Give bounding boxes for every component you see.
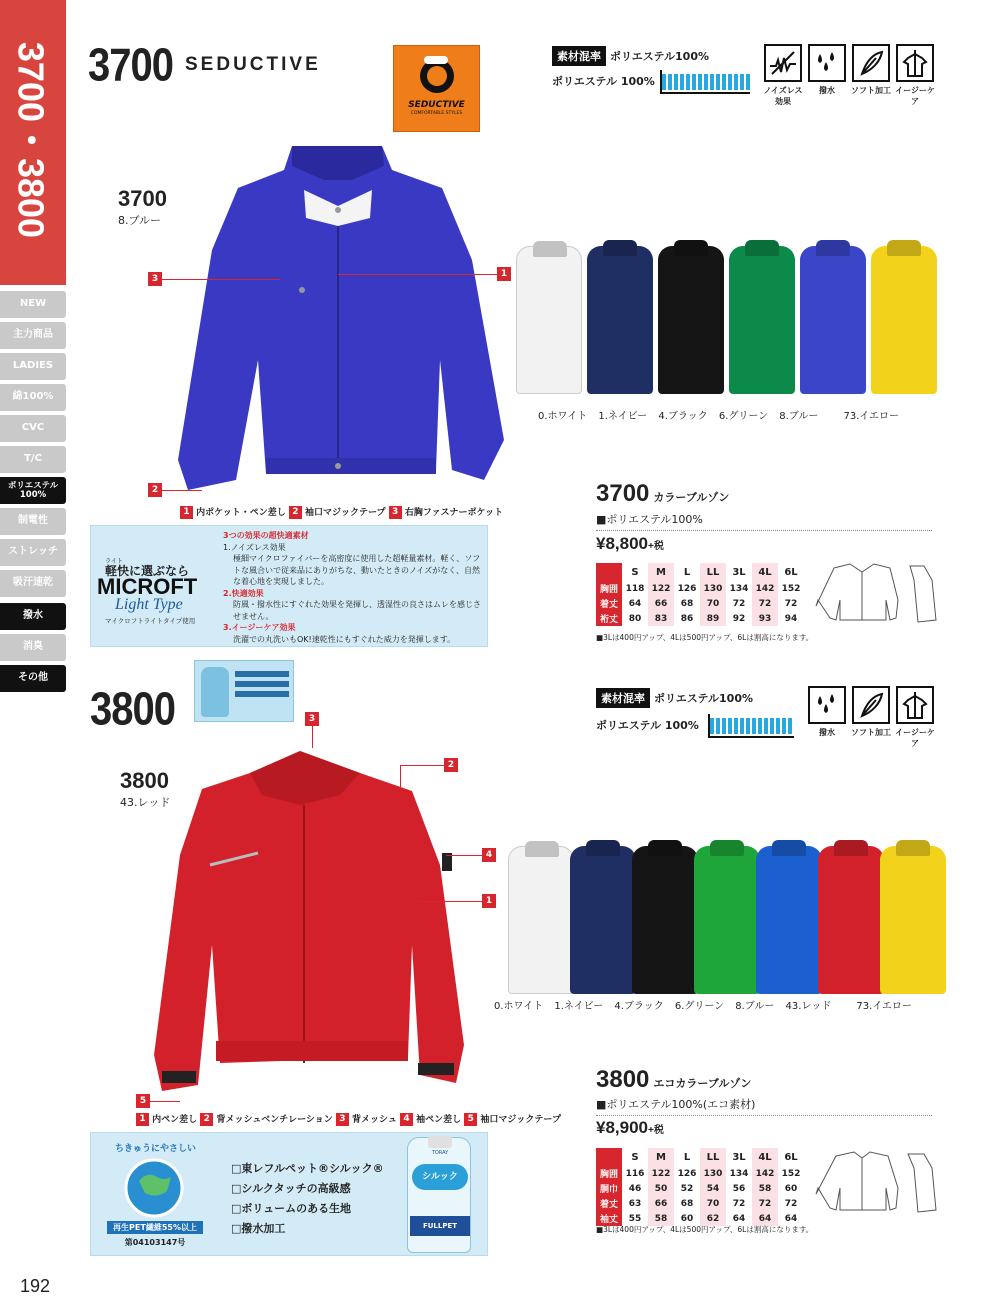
color-variant-jacket (818, 846, 884, 994)
collar (603, 240, 637, 256)
eco-number: 第04103147号 (124, 1238, 186, 1247)
promo-ruby: ライト (105, 558, 123, 565)
color-variant-jacket (800, 246, 866, 394)
material-label: 素材混率 (552, 46, 606, 66)
color-variant-jacket (880, 846, 946, 994)
color-label: 1.ネイビー (598, 411, 648, 422)
color-label: 73.イエロー (843, 411, 900, 422)
color-variant-jacket (871, 246, 937, 394)
feature-label: 撥水 (819, 728, 835, 737)
promo-microft (90, 525, 488, 647)
eco-feature-list: □東レフルペット®シルック® □シルクタッチの高級感 □ボリュームのある生地 □撥水加工 (231, 1162, 384, 1235)
eco-badge: 再生PET繊維55%以上 (107, 1221, 203, 1234)
size-note-3800: ■3Lは400円アップ、4Lは500円アップ、6Lは割高になります。 (596, 1225, 814, 1234)
model-number-3800: 3800 (90, 684, 175, 735)
promo-script: Light Type (115, 596, 183, 613)
color-label: 4.ブラック (658, 411, 708, 422)
fabric-3700: ■ポリエステル100% (596, 511, 932, 531)
sidebar-item-other[interactable]: その他 (0, 665, 66, 692)
promo-tagline: 軽快に選ぶなら (105, 564, 190, 578)
collar (745, 240, 779, 256)
main-color: 8.ブルー (118, 214, 162, 227)
material-value: ポリエステル100% (654, 692, 753, 705)
fiber-label: ポリエステル 100% (596, 719, 699, 732)
main-label: 3700 (118, 186, 167, 211)
logo-face-icon (412, 54, 462, 96)
color-variant-jacket (756, 846, 822, 994)
sidebar-item-new[interactable]: NEW (0, 291, 66, 318)
promo-features: 3つの効果の超快適素材 1.ノイズレス効果 極細マイクロファイバーを高密度に使用した超軽量素材。軽く、ソフトな風合いで従来品にありがちな、動いたときのノイズがなく、自然な着心地を実現しました。 2.快適効果 防風・撥水性にすぐれた効果を発揮し、透湿性の良さはムレを感じさせません。 3.イージーケア効果 洗濯での丸洗いもOK!速乾性にもすぐれた威力を発揮します。 (223, 531, 481, 644)
material-value: ポリエステル100% (610, 50, 709, 63)
feature-soft (848, 686, 894, 738)
logo-text: SEDUCTIVE (408, 100, 465, 110)
size-table-3800: S M L LL 3L 4L 6L 胸囲 116 122 126 130 134 142 152 胴巾 46 50 52 54 56 58 60 着丈 63 66 68 70 72 72 72 袖丈 55 58 60 62 64 64 64 (596, 1148, 804, 1226)
color-label: 1.ネイビー (554, 1001, 604, 1012)
eco-earth-icon (121, 1157, 187, 1219)
price-3700: ¥8,800+税 (596, 534, 664, 553)
feature-label: ノイズレス効果 (763, 86, 803, 106)
feather-icon (856, 48, 886, 78)
model-number-3700: 3700 (88, 40, 173, 91)
sidebar (0, 0, 66, 700)
fiber-fill (710, 718, 794, 734)
promo-caption: マイクロフトライトタイプ使用 (105, 617, 196, 625)
collar (772, 840, 806, 856)
bottle-maker: TORAY (431, 1150, 449, 1156)
shirt-hanger-icon (900, 48, 930, 78)
water-drop-icon (812, 690, 842, 720)
callout-3800-3: 3 (305, 712, 319, 726)
sidebar-item-water-repellent[interactable]: 撥水 (0, 603, 66, 630)
logo-subtext: COMFORTABLE STYLES (410, 111, 463, 116)
line-drawing-3700 (814, 560, 940, 630)
color-variant-jacket (516, 246, 582, 394)
material-header-3800 (596, 688, 753, 708)
color-label: 8.ブルー (779, 411, 819, 422)
color-variant-jacket (508, 846, 574, 994)
sidebar-item-stretch[interactable]: ストレッチ (0, 539, 66, 566)
color-variant-jacket (658, 246, 724, 394)
sidebar-item-deodorant[interactable]: 消臭 (0, 634, 66, 661)
feather-icon (856, 690, 886, 720)
color-label: 0.ホワイト (538, 411, 588, 422)
color-variant-jacket (570, 846, 636, 994)
sidebar-item-cvc[interactable]: CVC (0, 415, 66, 442)
collar (834, 840, 868, 856)
collar (648, 840, 682, 856)
material-label: 素材混率 (596, 688, 650, 708)
feature-water-repellent (804, 686, 850, 738)
eco-arc-text: ちきゅうにやさしい (115, 1144, 197, 1154)
color-label: 4.ブラック (614, 1001, 664, 1012)
color-variant-jacket (587, 246, 653, 394)
callout-legend-3800: 1 内ペン差し 2 背メッシュベンチレーション 3 背メッシュ 4 袖ペン差し 5 袖口マジックテープ (136, 1112, 561, 1126)
feature-label: イージーケア (895, 728, 935, 748)
feature-easycare (892, 44, 938, 107)
water-drop-icon (812, 48, 842, 78)
promo-eco (90, 1132, 488, 1256)
product-title-3700: 3700 カラーブルゾン (596, 480, 730, 507)
brand-name: SEDUCTIVE (185, 54, 321, 75)
callout-3800-5: 5 (136, 1094, 150, 1108)
collar (586, 840, 620, 856)
feature-water-repellent (804, 44, 850, 96)
shirt-hanger-icon (900, 690, 930, 720)
page-number: 192 (20, 1276, 51, 1296)
feature-label: ソフト加工 (851, 728, 891, 737)
collar (674, 240, 708, 256)
sidebar-item-cotton[interactable]: 綿100% (0, 384, 66, 411)
main-color: 43.レッド (120, 796, 171, 809)
collar (533, 241, 567, 257)
color-label: 0.ホワイト (494, 1001, 544, 1012)
fiber-fill (662, 74, 750, 90)
collar (710, 840, 744, 856)
sidebar-item-quickdry[interactable]: 吸汗速乾 (0, 570, 66, 597)
sidebar-item-polyester[interactable]: ポリエステル 100% (0, 477, 66, 504)
price-3800: ¥8,900+税 (596, 1118, 664, 1137)
collar (887, 240, 921, 256)
seductive-logo (393, 45, 480, 132)
feature-label: イージーケア (895, 86, 935, 106)
main-model-label-3700 (118, 186, 167, 228)
size-note-3700: ■3Lは400円アップ、4Lは500円アップ、6Lは割高になります。 (596, 633, 814, 642)
series-label: 3700・3800 (10, 41, 52, 239)
feature-soft (848, 44, 894, 96)
line-drawing-3800 (814, 1148, 940, 1220)
main-label: 3800 (120, 768, 169, 793)
series-tab (0, 0, 66, 285)
callout-legend-3700: 1 内ポケット・ペン差し 2 袖口マジックテープ 3 右胸ファスナーポケット (180, 505, 503, 519)
jacket-3700-blue (172, 140, 508, 500)
color-labels-3700 (538, 404, 905, 423)
color-label: 6.グリーン (674, 1001, 725, 1012)
color-variant-jacket (729, 246, 795, 394)
color-label: 6.グリーン (718, 411, 769, 422)
feature-easycare (892, 686, 938, 749)
color-label: 43.レッド (785, 1001, 832, 1012)
callout-3800-2: 2 (444, 758, 458, 772)
feature-label: ソフト加工 (851, 86, 891, 95)
fabric-3800: ■ポリエステル100%(エコ素材) (596, 1096, 932, 1116)
color-label: 73.イエロー (856, 1001, 912, 1012)
collar (525, 841, 559, 857)
callout-3800-4: 4 (482, 848, 496, 862)
collar (816, 240, 850, 256)
sidebar-item-ladies[interactable]: LADIES (0, 353, 66, 380)
callout-3700-2: 2 (148, 483, 162, 497)
material-header-3700 (552, 46, 709, 66)
size-table-3700: S M L LL 3L 4L 6L 胸囲 118 122 126 130 134 142 152 着丈 64 66 68 70 72 72 72 裄丈 80 83 86 89 92 93 94 (596, 563, 804, 626)
color-labels-3800 (494, 994, 918, 1013)
feature-noiseless (760, 44, 806, 107)
jacket-3800-red (150, 745, 470, 1095)
promo-brand: MICROFT (97, 574, 198, 599)
callout-3700-1: 1 (497, 267, 511, 281)
sidebar-item-antistatic[interactable]: 制電性 (0, 508, 66, 535)
feature-label: 撥水 (819, 86, 835, 95)
callout-3800-1: 1 (482, 894, 496, 908)
bottle-sub: FULLPET (410, 1216, 470, 1236)
collar (896, 840, 930, 856)
fiber-bar-3800 (596, 714, 796, 738)
sidebar-item-main[interactable]: 主力商品 (0, 322, 66, 349)
callout-3700-3: 3 (148, 272, 162, 286)
bottle-promo-thumb (194, 660, 294, 722)
product-title-3800: 3800 エコカラーブルゾン (596, 1066, 752, 1093)
sidebar-item-tc[interactable]: T/C (0, 446, 66, 473)
fiber-bar-3700 (552, 70, 752, 94)
color-variant-jacket (694, 846, 760, 994)
fiber-label: ポリエステル 100% (552, 75, 655, 88)
bottle-illustration (407, 1137, 471, 1253)
bottle-brand: シルック (412, 1164, 468, 1190)
color-variant-jacket (632, 846, 698, 994)
noiseless-icon (768, 48, 798, 78)
color-label: 8.ブルー (735, 1001, 775, 1012)
